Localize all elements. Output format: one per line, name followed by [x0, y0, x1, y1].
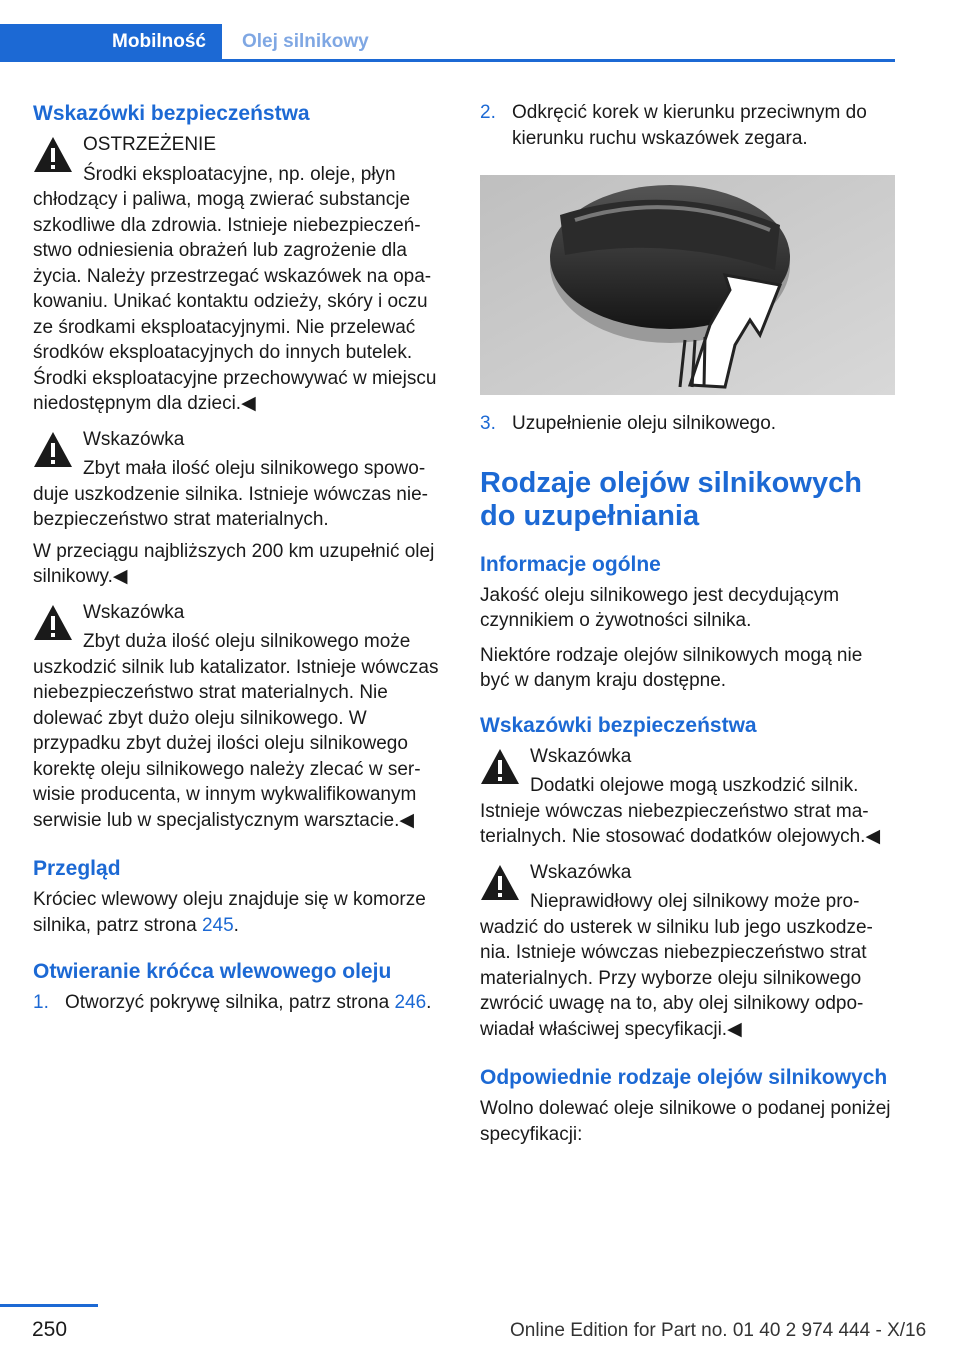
steps-list	[480, 100, 895, 151]
oil-types-heading: Rodzaje olejów silnikowych do uzupełniania	[480, 466, 862, 532]
step-number: 2.	[480, 102, 496, 123]
online-edition-text: Online Edition for Part no. 01 40 2 974 444 - X/16	[510, 1320, 927, 1341]
safety-heading: Wskazówki bezpieczeństwa	[480, 713, 757, 737]
step-end: .	[426, 992, 432, 1013]
footer-accent-bar	[0, 1304, 98, 1307]
overview-paragraph	[33, 887, 445, 938]
note-text: Nieprawidłowy olej silnikowy może prowadzić do usterek w silniku lub jego uszkodzenia. Istnieje wówczas niebezpieczeństwo strat materialnych. Przy wyborze oleju silnikowego zwrócić uwagę na to, aby olej silnikowy odpowiadał właściwej specyfikacji.◀	[480, 891, 873, 1040]
step-text: Otworzyć pokrywę silnika, patrz strona	[65, 992, 395, 1013]
page-header	[0, 0, 960, 62]
steps-list	[480, 411, 895, 437]
general-paragraph-1: Jakość oleju silnikowego jest decydującym czynnikiem o żywotności silnika.	[480, 584, 840, 631]
list-item	[33, 990, 445, 1016]
note-text: Zbyt duża ilość oleju silnikowego może uszkodzić silnik lub katalizator. Istnieje wówczas niebezpieczeństwo strat materialnych. Nie dolewać zbyt dużo oleju silnikowego. W przypadku zbyt dużej ilości oleju silnikowego korektę oleju silnikowego należy zlecać w serwisie producenta, w innym wykwalifikowanym serwisie lub w specjalistycznym warsztacie.◀	[33, 631, 439, 831]
note-title: Wskazówka	[530, 745, 632, 767]
warning-triangle-icon	[33, 603, 73, 643]
note-text-2: W przeciągu najbliższych 200 km uzupełnić olej silnikowy.◀	[33, 540, 435, 587]
general-info-heading: Informacje ogólne	[480, 552, 661, 576]
list-item	[480, 411, 895, 437]
safety-heading: Wskazówki bezpieczeństwa	[33, 102, 310, 125]
note-block	[33, 600, 445, 834]
tab-olej-silnikowy[interactable]: Olej silnikowy	[242, 31, 369, 52]
overview-heading: Przegląd	[33, 857, 121, 880]
header-divider	[0, 59, 895, 62]
right-column	[480, 100, 895, 1156]
tab-mobilnosc[interactable]: Mobilność	[0, 24, 222, 60]
step-text: Uzupełnienie oleju silnikowego.	[512, 413, 777, 434]
left-column	[33, 100, 445, 1028]
warning-triangle-icon	[33, 430, 73, 470]
general-paragraph-2: Niektóre rodzaje olejów silnikowych mogą nie być w danym kraju dostępne.	[480, 644, 863, 691]
warning-triangle-icon	[480, 747, 520, 787]
warning-triangle-icon	[480, 863, 520, 903]
opening-heading: Otwieranie króćca wlewowego oleju	[33, 960, 392, 983]
overview-end: .	[233, 914, 239, 936]
warning-text: Środki eksploatacyjne, np. oleje, płyn chłodzący i paliwa, mogą zwierać substancje szkodliwe dla zdrowia. Istnieje niebezpieczeństwo odniesienia obrażeń lub zagrożenie dla życia. Należy przestrzegać wskazówek na opakowaniu. Unikać kontaktu odzieży, skóry i oczu ze środkami eksploatacyjnymi. Nie przelewać środków eksploatacyjnych do innych butelek. Środki eksploatacyjne przechowywać w miejscu niedostępnym dla dzieci.◀	[33, 163, 437, 414]
page-link-245[interactable]: 245	[201, 914, 234, 936]
step-text: Odkręcić korek w kierunku przeciwnym do kierunku ruchu wskazówek zegara.	[512, 102, 867, 149]
suitable-oils-text: Wolno dolewać oleje silnikowe o podanej poniżej specyfikacji:	[480, 1098, 891, 1145]
warning-triangle-icon	[33, 135, 73, 175]
note-block	[480, 860, 895, 1043]
step-number: 3.	[480, 413, 496, 434]
list-item	[480, 100, 895, 151]
overview-text: Króciec wlewowy oleju znajduje się w komorze silnika, patrz strona	[33, 889, 426, 936]
suitable-oils-heading: Odpowiednie rodzaje olejów silnikowych	[480, 1066, 888, 1089]
warning-block	[33, 132, 445, 417]
oil-cap-image	[480, 175, 895, 395]
step-number: 1.	[33, 992, 49, 1013]
warning-title: OSTRZEŻENIE	[83, 134, 217, 155]
steps-list	[33, 990, 445, 1016]
note-title: Wskazówka	[530, 861, 632, 883]
note-text: Dodatki olejowe mogą uszkodzić silnik. Istnieje wówczas niebezpieczeństwo strat materialnych. Nie stosować dodatków olejowych.◀	[480, 775, 881, 847]
note-block	[480, 744, 895, 850]
page-number: 250	[32, 1318, 68, 1341]
page-link-246[interactable]: 246	[394, 992, 427, 1013]
note-text: Zbyt mała ilość oleju silnikowego spowoduje uszkodzenie silnika. Istnieje wówczas niebezpieczeństwo strat materialnych.	[33, 458, 428, 530]
note-title: Wskazówka	[83, 428, 185, 450]
note-block	[33, 427, 445, 590]
note-title: Wskazówka	[83, 601, 185, 623]
